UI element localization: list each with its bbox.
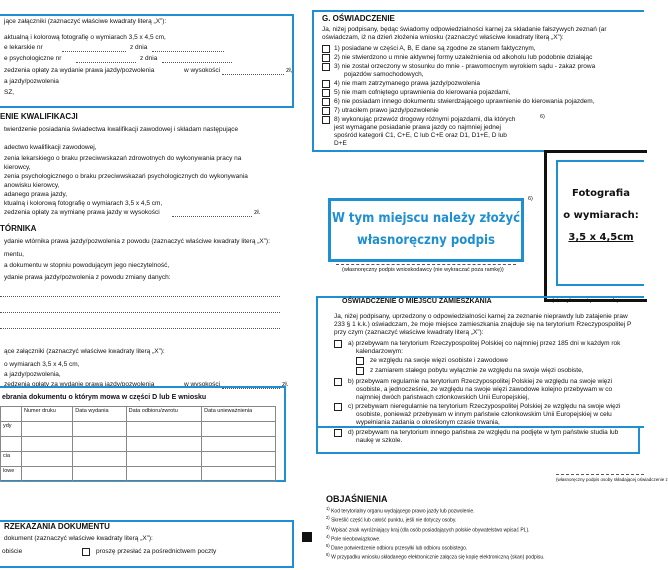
signature-caption: (własnoręczny podpis wnioskodawcy (nie wykraczać poza ramkę)) xyxy=(342,267,504,273)
table-header: Data unieważnienia xyxy=(202,407,276,422)
photo-caption: (nie wykraczać poza ramkę wew xyxy=(552,298,632,304)
signature-text-1: W tym miejscu należy złożyć xyxy=(331,211,521,226)
registration-marker xyxy=(302,532,312,542)
explanations-heading: OBJAŚNIENIA xyxy=(326,494,388,504)
table-title: ebrania dokumentu o którym mowa w części D lub E wniosku xyxy=(2,394,207,401)
photo-label-3: 3,5 x 4,5cm xyxy=(568,232,634,243)
residence-checkbox-c[interactable] xyxy=(334,403,342,411)
delivery-heading: RZEKAZANIA DOKUMENTU xyxy=(4,522,110,531)
table-header: Numer druku xyxy=(22,407,73,422)
decl-checkbox-4[interactable] xyxy=(322,80,330,88)
explanations-list: $^{1)}$ Kod terytorialny organu wydającego prawo jazdy lub pozwolenie. $^{2)}$ Skreślić część lub całość punktu, jeśli nie dotyczy osoby. $^{3)}$ Wpisać znak wyróżniający kraj (dla osób posiadających polskie obywatelstwo wpisać PL). $^{4)}$ Pole nieobowiązkowe. $^{5)}$ Dane potwierdzenie odbioru przesyłki lub odbioru osobistego. $^{6)}$ W przypadku wniosku składanego elektronicznie załącza się kopię elektroniczną (skan) podpisu. xyxy=(326,506,545,561)
table-header: Data wydania xyxy=(73,407,126,422)
decl-checkbox-1[interactable] xyxy=(322,45,330,53)
attachments-intro: jące załączniki (zaznaczyć właściwe kwadraty literą „X”): xyxy=(4,18,167,25)
photo-field[interactable] xyxy=(556,160,644,286)
declaration-g-heading: G. OŚWIADCZENIE xyxy=(322,14,395,23)
fee-line: zedzenia opłaty za wydanie prawa jazdy/pozwolenia xyxy=(4,67,155,74)
photo-line: aktualną i kolorową fotografię o wymiarach 3,5 x 4,5 cm, xyxy=(4,34,166,41)
decl-checkbox-5[interactable] xyxy=(322,89,330,97)
decl-checkbox-8[interactable] xyxy=(322,116,330,124)
delivery-post-checkbox[interactable] xyxy=(82,548,90,556)
residence-sig-caption: (własnoręczny podpis osoby składającej oświadczenie z xyxy=(556,477,668,482)
residence-checkbox-d[interactable] xyxy=(334,429,342,437)
residence-checkbox-b[interactable] xyxy=(334,378,342,386)
signature-text-2: własnoręczny podpis xyxy=(357,233,495,249)
delivery-option-post: proszę przesłać za pośrednictwem poczty xyxy=(96,548,217,555)
photo-label-2: o wymiarach: xyxy=(563,210,639,221)
decl-checkbox-3[interactable] xyxy=(322,63,330,71)
decl-checkbox-2[interactable] xyxy=(322,54,330,62)
decl-checkbox-6[interactable] xyxy=(322,98,330,106)
residence-heading: OŚWIADCZENIE O MIEJSCU ZAMIESZKANIA xyxy=(342,298,492,305)
residence-checkbox-a1[interactable] xyxy=(356,357,364,365)
residence-checkbox-a2[interactable] xyxy=(356,367,364,375)
signature-field[interactable] xyxy=(328,198,524,262)
residence-checkbox-a[interactable] xyxy=(334,340,342,348)
decl-checkbox-7[interactable] xyxy=(322,107,330,115)
delivery-option-personal: obiście xyxy=(2,548,23,555)
table-header: Data odbioru/zwrotu xyxy=(126,407,202,422)
photo-label-1: Fotografia xyxy=(572,188,630,199)
medical-line: e lekarskie nr xyxy=(4,44,43,51)
document-return-table: Numer druku Data wydania Data odbioru/zwrotu Data unieważnienia ydy cia lowe xyxy=(0,406,276,482)
qualification-heading: ENIE KWALIFIKACJI xyxy=(0,112,78,121)
psych-line: e psychologiczne nr xyxy=(4,55,62,62)
duplicate-heading: TÓRNIKA xyxy=(0,224,37,233)
